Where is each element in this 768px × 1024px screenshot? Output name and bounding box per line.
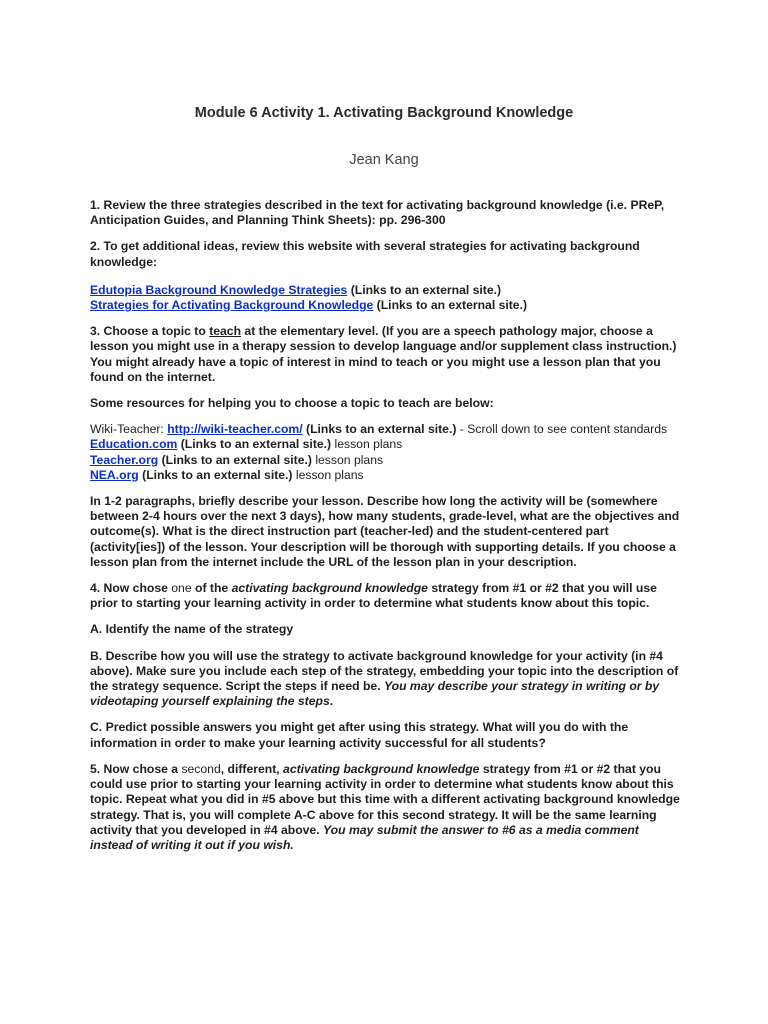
strategies-link[interactable]: Strategies for Activating Background Knowledge (90, 298, 374, 313)
document-author: Jean Kang (349, 152, 419, 168)
nea-org-link[interactable]: NEA.org (90, 467, 139, 482)
instruction-2: 2. To get additional ideas, review this website with several strategies for activating background knowledge: (90, 239, 640, 269)
edutopia-link[interactable]: Edutopia Background Knowledge Strategies (90, 282, 348, 297)
external-note: (Links to an external site.) (177, 437, 332, 452)
resources-intro: Some resources for helping you to choose a topic to teach are below: (90, 396, 494, 411)
instruction-4c: C. Predict possible answers you might get after using this strategy. What will you do with the information in order to make your learning activity successful for all students? (90, 720, 629, 750)
teacher-org-link[interactable]: Teacher.org (90, 452, 159, 467)
resource-row: NEA.org (Links to an external site.) lesson plans (90, 467, 364, 482)
external-note: (Links to an external site.) (138, 467, 293, 482)
wiki-teacher-row: Wiki-Teacher: http://wiki-teacher.com/ (Links to an external site.) - Scroll down to see content standards (90, 422, 668, 437)
education-com-link[interactable]: Education.com (90, 437, 178, 452)
document-body (90, 198, 682, 853)
wiki-teacher-link[interactable]: http://wiki-teacher.com/ (167, 422, 303, 437)
instruction-3: 3. Choose a topic to teach at the elementary level. (If you are a speech pathology major, choose a lesson you might use in a therapy session to develop language and/or supplement class instruction.) You might already have a topic of interest in mind to teach or you might use a lesson plan that you found on the internet. (90, 324, 677, 384)
instruction-4a: A. Identify the name of the strategy (90, 622, 294, 637)
external-note: (Links to an external site.) (347, 282, 502, 297)
external-note: (Links to an external site.) (373, 298, 528, 313)
document-title: Module 6 Activity 1. Activating Background Knowledge (194, 105, 574, 121)
strategy-link-row (90, 283, 682, 298)
instruction-4b: B. Describe how you will use the strategy to activate background knowledge for your activity (in #4 above). Make sure you include each step of the strategy, embedding your topic into the description of the strategy sequence. Script the steps if need be. You may describe your strategy in writing or by videotaping yourself explaining the steps. (90, 648, 679, 709)
external-note: (Links to an external site.) (302, 422, 457, 437)
instruction-4: 4. Now chose one of the activating background knowledge strategy from #1 or #2 that you will use prior to starting your learning activity in order to determine what students know about this topic. (90, 581, 657, 611)
instruction-1: 1. Review the three strategies described in the text for activating background knowledge (i.e. PReP, Anticipation Guides, and Planning Think Sheets): pp. 296-300 (90, 198, 665, 228)
instruction-5: 5. Now chose a second, different, activating background knowledge strategy from #1 or #2 that you could use prior to starting your learning activity in order to determine what students know about this topic. Repeat what you did in #5 above but this time with a different activating background knowledge strategy. That is, you will complete A-C above for this second strategy. It will be the same learning activity that you developed in #4 above. You may submit the answer to #6 as a media comment instead of writing it out if you wish. (90, 761, 680, 852)
resource-row: Teacher.org (Links to an external site.) lesson plans (90, 452, 384, 467)
resource-row: Education.com (Links to an external site.) lesson plans (90, 437, 403, 452)
lesson-description-instruction: In 1-2 paragraphs, briefly describe your lesson. Describe how long the activity will be (somewhere between 2-4 hours over the next 3 days), how many students, grade-level, what are the objectives and outcome(s). What is the direct instruction part (teacher-led) and the student-centered part (activity[ies]) of the lesson. Your description will be thorough with supporting details. If you choose a lesson plan from the internet include the URL of the lesson plan in your description. (90, 494, 680, 569)
teach-word: teach (209, 324, 242, 339)
strategy-link-row (90, 298, 682, 313)
external-note: (Links to an external site.) (158, 452, 312, 467)
